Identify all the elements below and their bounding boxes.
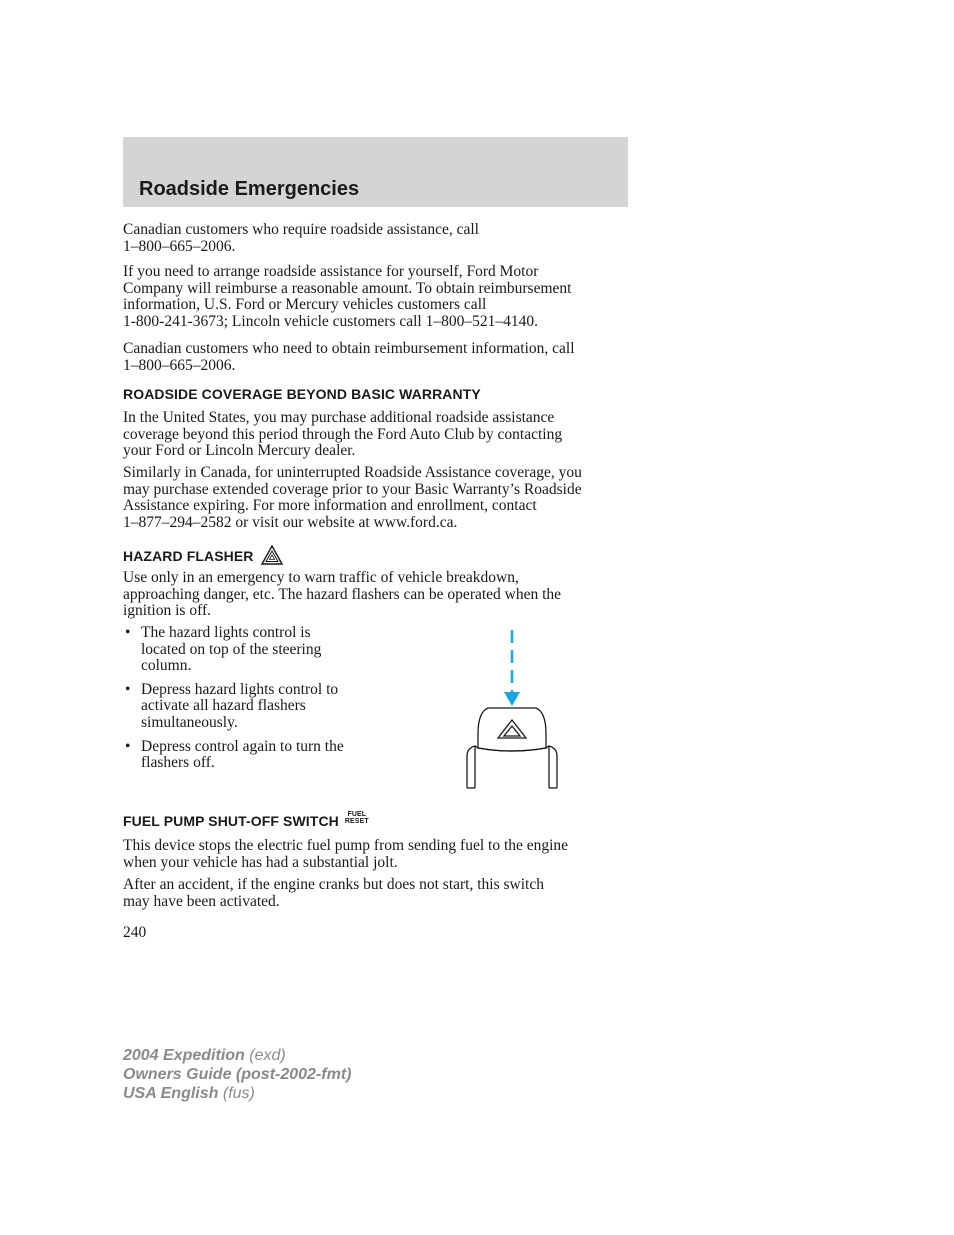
fuel-paragraph-1 (123, 838, 633, 871)
hazard-control-illustration (458, 626, 568, 796)
coverage-heading: ROADSIDE COVERAGE BEYOND BASIC WARRANTY (123, 386, 481, 402)
text-line: In the United States, you may purchase additional roadside assistance (123, 409, 555, 426)
hazard-heading (123, 545, 283, 565)
section-header-band (123, 137, 628, 207)
text-line: when your vehicle has had a substantial jolt. (123, 853, 398, 871)
footer-guide: Owners Guide (post-2002-fmt) (123, 1066, 352, 1083)
text-line: Depress hazard lights control to (141, 680, 339, 698)
fuel-reset-icon (345, 811, 369, 825)
text-line: ignition is off. (123, 602, 211, 620)
bullet-icon: • (125, 737, 131, 755)
intro-paragraph-2 (123, 264, 633, 330)
text-line: If you need to arrange roadside assistance for yourself, Ford Motor (123, 263, 539, 280)
hazard-paragraph (123, 570, 633, 620)
text-line: your Ford or Lincoln Mercury dealer. (123, 442, 356, 460)
footer-line (123, 1046, 351, 1065)
footer-model-code: (exd) (249, 1047, 286, 1064)
text-line: may purchase extended coverage prior to your Basic Warranty’s Roadside (123, 480, 582, 498)
footer-line (123, 1065, 351, 1084)
pointer-arrow-icon (504, 630, 520, 706)
list-item (123, 625, 383, 675)
text-line: The hazard lights control is (141, 624, 311, 641)
intro-paragraph-1 (123, 222, 633, 255)
document-footer (123, 1046, 351, 1103)
text-line: Similarly in Canada, for uninterrupted Roadside Assistance coverage, you (123, 464, 582, 481)
bullet-icon: • (125, 680, 131, 698)
text-line: information, U.S. Ford or Mercury vehicles customers call (123, 296, 487, 314)
text-line: 1–800–665–2006. (123, 237, 236, 255)
page-number: 240 (123, 924, 147, 941)
text-line: flashers off. (141, 754, 215, 772)
text-line: Canadian customers who need to obtain reimbursement information, call (123, 340, 575, 357)
list-item (123, 682, 383, 732)
section-title: Roadside Emergencies (139, 178, 360, 200)
text-line: column. (141, 657, 192, 675)
text-line: simultaneously. (141, 713, 238, 731)
fuel-icon-line: RESET (344, 818, 369, 826)
text-line: 1–800–665–2006. (123, 356, 236, 374)
hazard-heading-text: HAZARD FLASHER (123, 548, 254, 564)
footer-language-code: (fus) (222, 1085, 255, 1102)
text-line: may have been activated. (123, 892, 280, 910)
text-line: Company will reimburse a reasonable amount. To obtain reimbursement (123, 279, 572, 297)
coverage-paragraph-2 (123, 465, 633, 531)
list-item (123, 739, 383, 772)
text-line: Assistance expiring. For more information and enrollment, contact (123, 497, 537, 515)
text-line: coverage beyond this period through the Ford Auto Club by contacting (123, 425, 563, 443)
text-line: 1–877–294–2582 or visit our website at www.ford.ca. (123, 513, 458, 531)
text-line: Use only in an emergency to warn traffic of vehicle breakdown, (123, 569, 519, 586)
text-line: located on top of the steering (141, 640, 322, 658)
text-line: 1-800-241-3673; Lincoln vehicle customers call 1–800–521–4140. (123, 312, 538, 330)
text-line: After an accident, if the engine cranks but does not start, this switch (123, 876, 544, 893)
footer-line (123, 1084, 351, 1103)
footer-language: USA English (123, 1085, 219, 1102)
coverage-paragraph-1 (123, 410, 633, 460)
text-line: approaching danger, etc. The hazard flashers can be operated when the (123, 585, 562, 603)
fuel-heading-text: FUEL PUMP SHUT-OFF SWITCH (123, 813, 339, 829)
intro-paragraph-3 (123, 341, 633, 374)
fuel-paragraph-2 (123, 877, 633, 910)
text-line: Depress control again to turn the (141, 737, 344, 755)
text-line: activate all hazard flashers (141, 697, 306, 715)
hazard-bullet-list (123, 625, 383, 779)
text-line: Canadian customers who require roadside assistance, call (123, 221, 479, 238)
hazard-button-icon (467, 708, 557, 788)
text-line: This device stops the electric fuel pump from sending fuel to the engine (123, 837, 569, 854)
hazard-triangle-icon (261, 545, 283, 565)
fuel-icon-line: FUEL (347, 811, 367, 819)
fuel-heading (123, 813, 369, 829)
footer-model: 2004 Expedition (123, 1047, 245, 1064)
bullet-icon: • (125, 624, 131, 641)
